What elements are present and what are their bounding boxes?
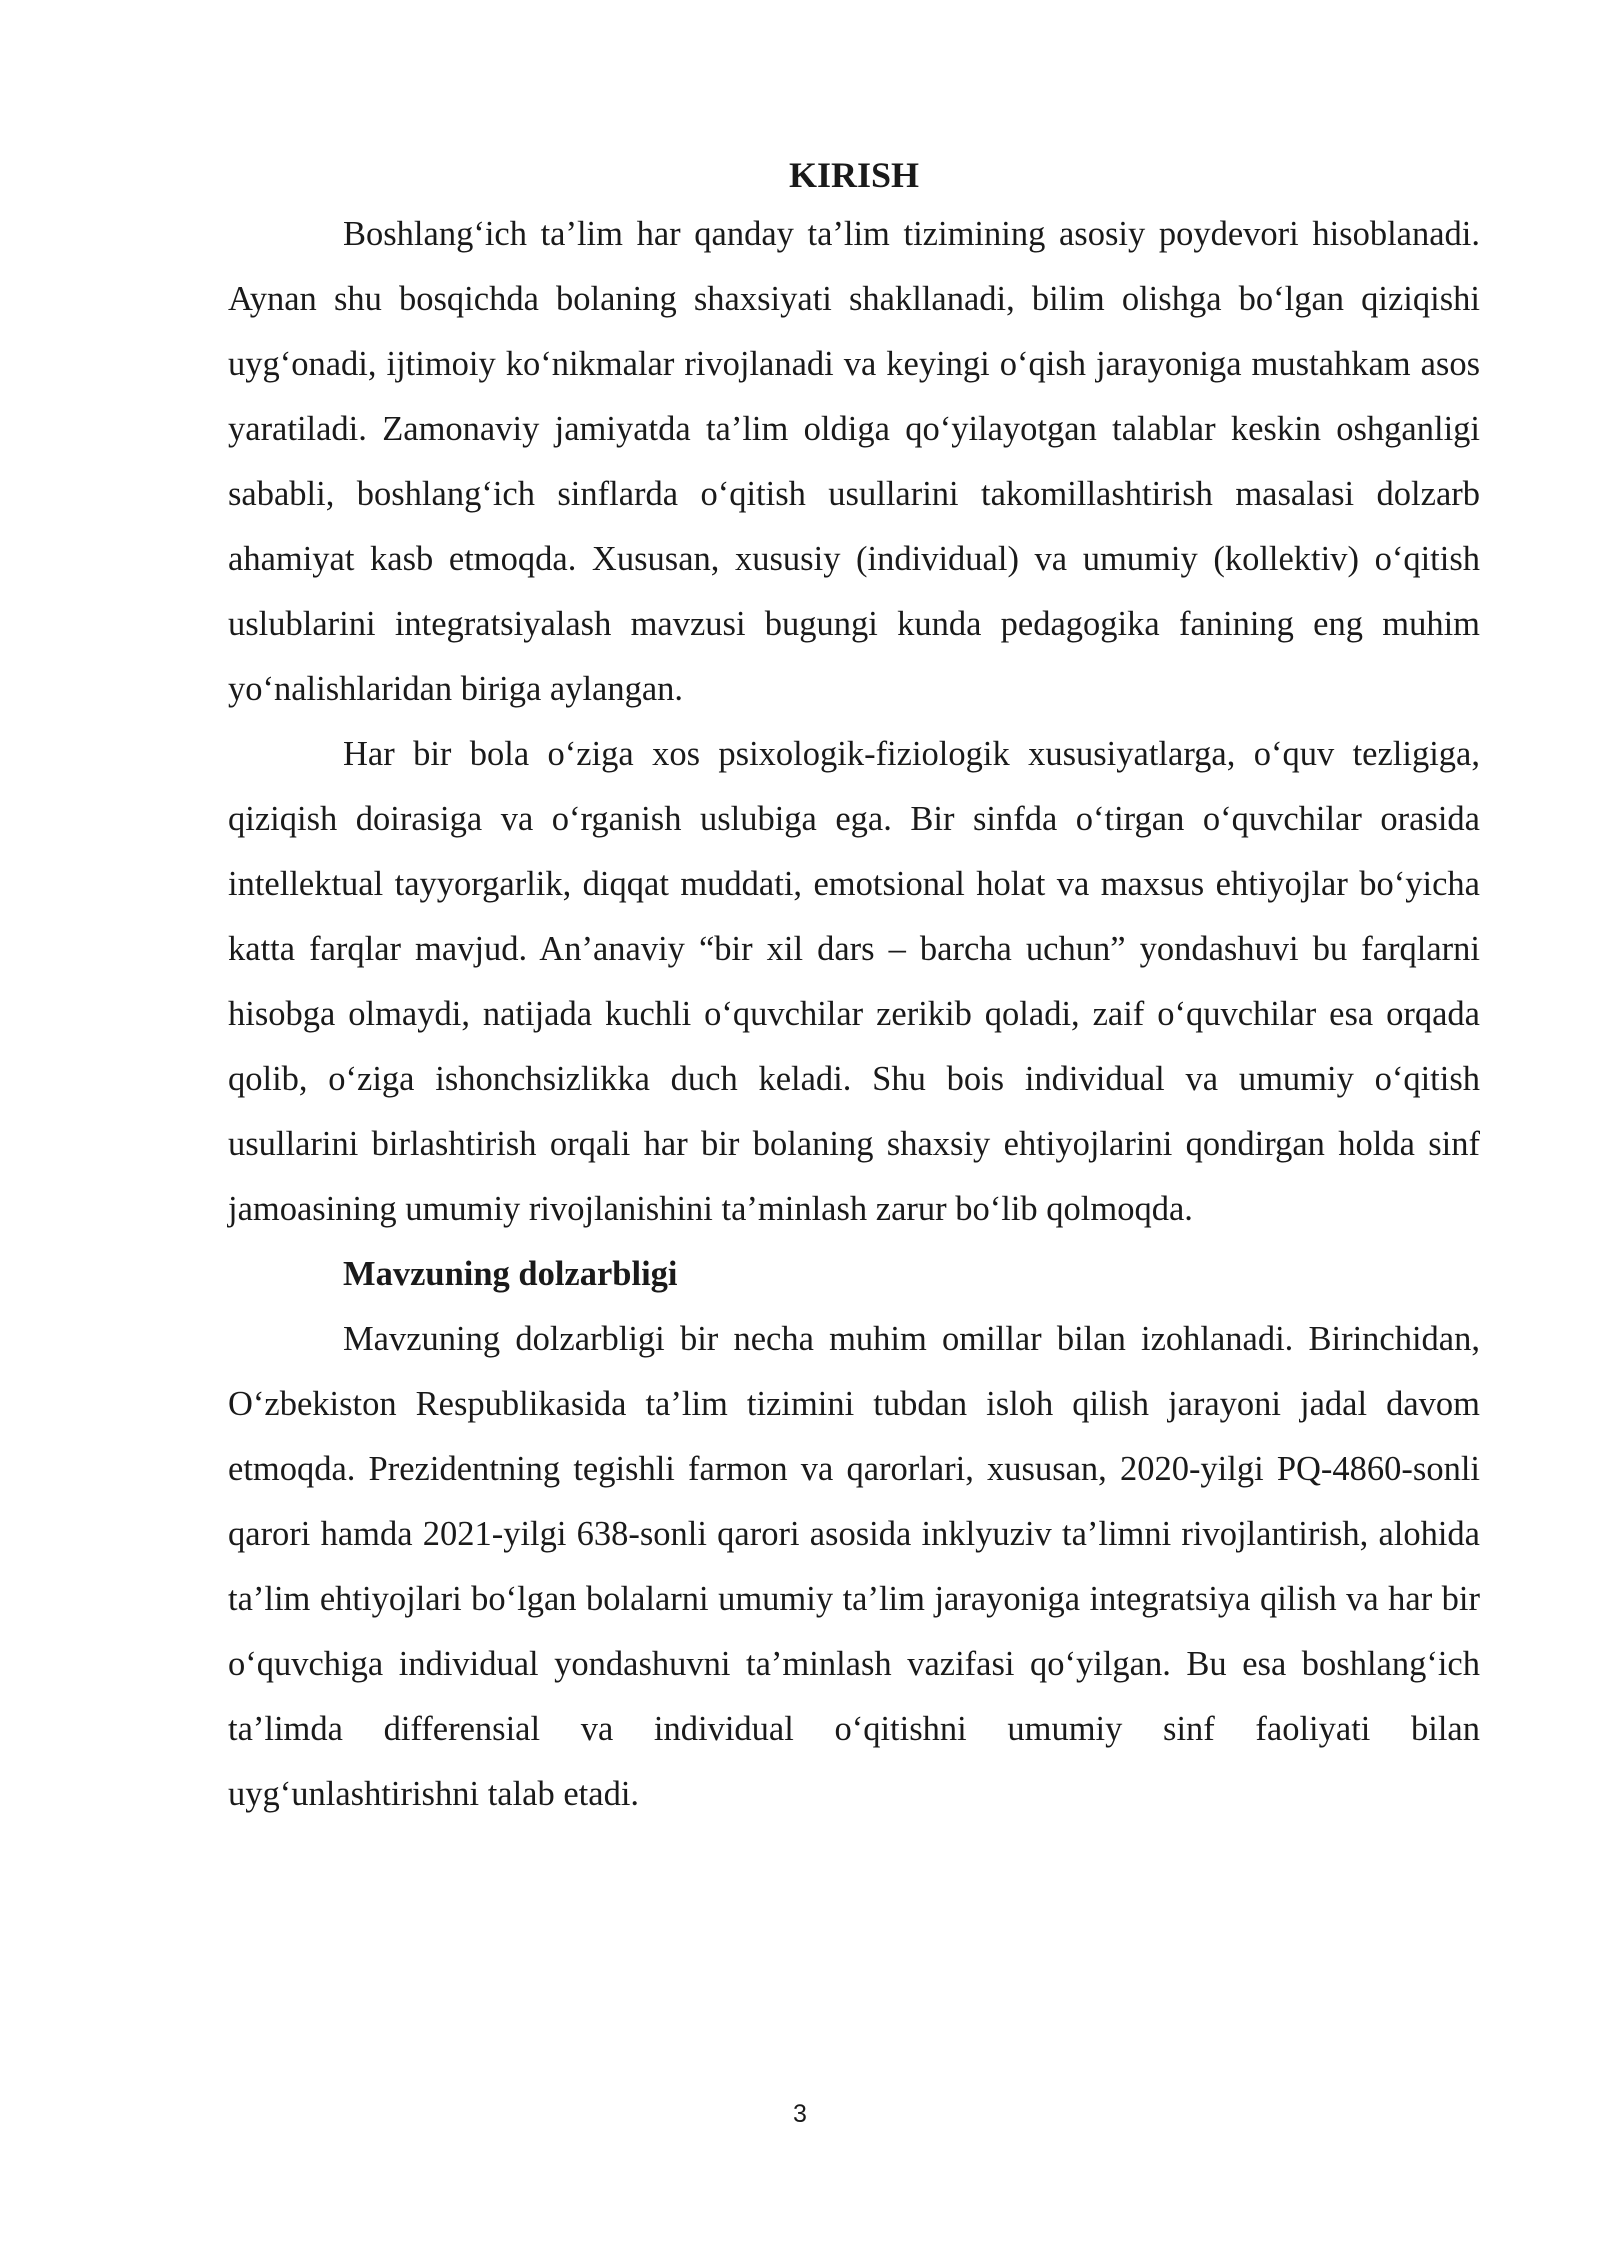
page-content [228,148,1480,1827]
paragraph-relevance-1: Mavzuning dolzarbligi bir necha muhim omillar bilan izohlanadi. Birinchidan, O‘zbekiston Respublikasida ta’lim tizimini tubdan isloh qilish jarayoni jadal davom etmoqda. Prezidentning tegishli farmon va qarorlari, xususan, 2020-yilgi PQ-4860-sonli qarori hamda 2021-yilgi 638-sonli qarori asosida inklyuziv ta’limni rivojlantirish, alohida ta’lim ehtiyojlari bo‘lgan bolalarni umumiy ta’lim jarayoniga integratsiya qilish va har bir o‘quvchiga individual yondashuvni ta’minlash vazifasi qo‘yilgan. Bu esa boshlang‘ich ta’limda differensial va individual o‘qitishni umumiy sinf faoliyati bilan uyg‘unlashtirishni talab etadi. [228,1320,1480,1813]
paragraph-intro-1: Boshlang‘ich ta’lim har qanday ta’lim tizimining asosiy poydevori hisoblanadi. Aynan shu bosqichda bolaning shaxsiyati shakllanadi, bilim olishga bo‘lgan qiziqishi uyg‘onadi, ijtimoiy ko‘nikmalar rivojlanadi va keyingi o‘qish jarayoniga mustahkam asos yaratiladi. Zamonaviy jamiyatda ta’lim oldiga qo‘yilayotgan talablar keskin oshganligi sababli, boshlang‘ich sinflarda o‘qitish usullarini takomillashtirish masalasi dolzarb ahamiyat kasb etmoqda. Xususan, xususiy (individual) va umumiy (kollektiv) o‘qitish uslublarini integratsiyalash mavzusi bugungi kunda pedagogika fanining eng muhim yo‘nalishlaridan biriga aylangan. [228,215,1480,708]
page-number: 3 [793,2100,807,2128]
subsection-title: Mavzuning dolzarbligi [343,1255,678,1293]
section-title: KIRISH [788,155,920,195]
paragraph-intro-2: Har bir bola o‘ziga xos psixologik-fiziologik xususiyatlarga, o‘quv tezligiga, qiziqish doirasiga va o‘rganish uslubiga ega. Bir sinfda o‘tirgan o‘quvchilar orasida intellektual tayyorgarlik, diqqat muddati, emotsional holat va maxsus ehtiyojlar bo‘yicha katta farqlar mavjud. An’anaviy “bir xil dars – barcha uchun” yondashuvi bu farqlarni hisobga olmaydi, natijada kuchli o‘quvchilar zerikib qoladi, zaif o‘quvchilar esa orqada qolib, o‘ziga ishonchsizlikka duch keladi. Shu bois individual va umumiy o‘qitish usullarini birlashtirish orqali har bir bolaning shaxsiy ehtiyojlarini qondirgan holda sinf jamoasining umumiy rivojlanishini ta’minlash zarur bo‘lib qolmoqda. [228,735,1480,1228]
